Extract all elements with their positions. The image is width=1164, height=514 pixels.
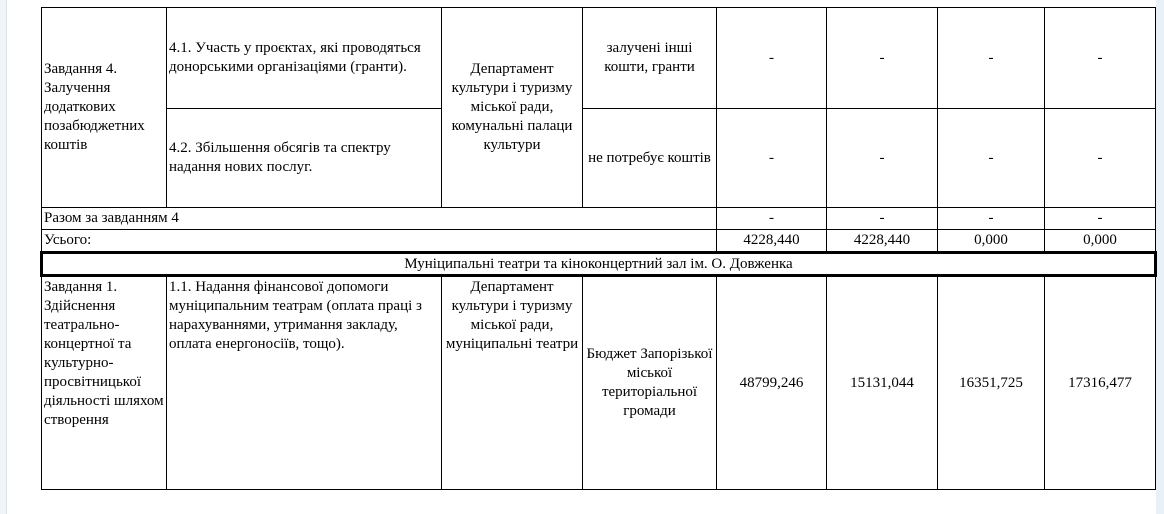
task-title: Завдання 1. Здійснення театрально-концертної та культурно-просвітницької діяльності шляхом створення: [44, 279, 164, 428]
task4-title-cell: [42, 8, 167, 208]
value-cell: -: [827, 109, 938, 208]
value-cell: -: [827, 8, 938, 109]
department-cell: [442, 8, 583, 208]
value-cell: 0,000: [938, 230, 1045, 253]
value-cell: 16351,725: [938, 276, 1045, 490]
department-cell: [442, 276, 583, 490]
department-text: Департамент культури і туризму міської ради, комунальні палаци культури: [451, 61, 573, 153]
value-cell: -: [827, 208, 938, 230]
funding-source-cell: [583, 276, 717, 490]
funding-source-text: залучені інші кошти, гранти: [604, 40, 695, 75]
value-cell: -: [938, 8, 1045, 109]
value-cell: -: [1045, 208, 1156, 230]
viewer-left-edge: [0, 0, 7, 514]
value-cell: -: [938, 208, 1045, 230]
funding-source-cell: [583, 8, 717, 109]
table-row: [42, 208, 1156, 230]
value-cell: 17316,477: [1045, 276, 1156, 490]
measure-text: 4.2. Збільшення обсягів та спектру надання нових послуг.: [169, 140, 391, 175]
program-table: [40, 7, 1157, 490]
section-title: Муніципальні театри та кіноконцертний зал ім. О. Довженка: [42, 253, 1156, 276]
value-cell: -: [1045, 8, 1156, 109]
grand-total-label: Усього:: [42, 230, 717, 253]
value-cell: -: [717, 8, 827, 109]
value-cell: -: [938, 109, 1045, 208]
section-header-row: [42, 253, 1156, 276]
task-title: Завдання 4. Залучення додаткових позабюджетних коштів: [44, 61, 145, 153]
table-row: [42, 109, 1156, 208]
value-cell: -: [717, 208, 827, 230]
value-cell: 4228,440: [827, 230, 938, 253]
task1-title-cell: [42, 276, 167, 490]
value-cell: 48799,246: [717, 276, 827, 490]
value-cell: -: [1045, 109, 1156, 208]
viewer-right-edge: [1156, 0, 1164, 514]
value-cell: 4228,440: [717, 230, 827, 253]
department-text: Департамент культури і туризму міської ради, муніципальні театри: [445, 279, 579, 352]
value-cell: 15131,044: [827, 276, 938, 490]
measure-cell: [167, 109, 442, 208]
funding-source-text: не потребує коштів: [588, 149, 711, 166]
funding-source-cell: [583, 109, 717, 208]
measure-text: 1.1. Надання фінансової допомоги муніципальним театрам (оплата праці з нарахуваннями, утримання закладу, оплата енергоносіїв, тощо).: [169, 279, 422, 352]
value-cell: 0,000: [1045, 230, 1156, 253]
measure-cell: [167, 8, 442, 109]
subtotal-label: Разом за завданням 4: [42, 208, 717, 230]
table-row: [42, 276, 1156, 490]
measure-text: 4.1. Участь у проєктах, які проводяться донорськими організаціями (гранти).: [169, 40, 421, 75]
value-cell: -: [717, 109, 827, 208]
table-row: [42, 230, 1156, 253]
table-row: [42, 8, 1156, 109]
funding-source-text: Бюджет Запорізької міської територіальної громади: [586, 346, 713, 419]
measure-cell: [167, 276, 442, 490]
